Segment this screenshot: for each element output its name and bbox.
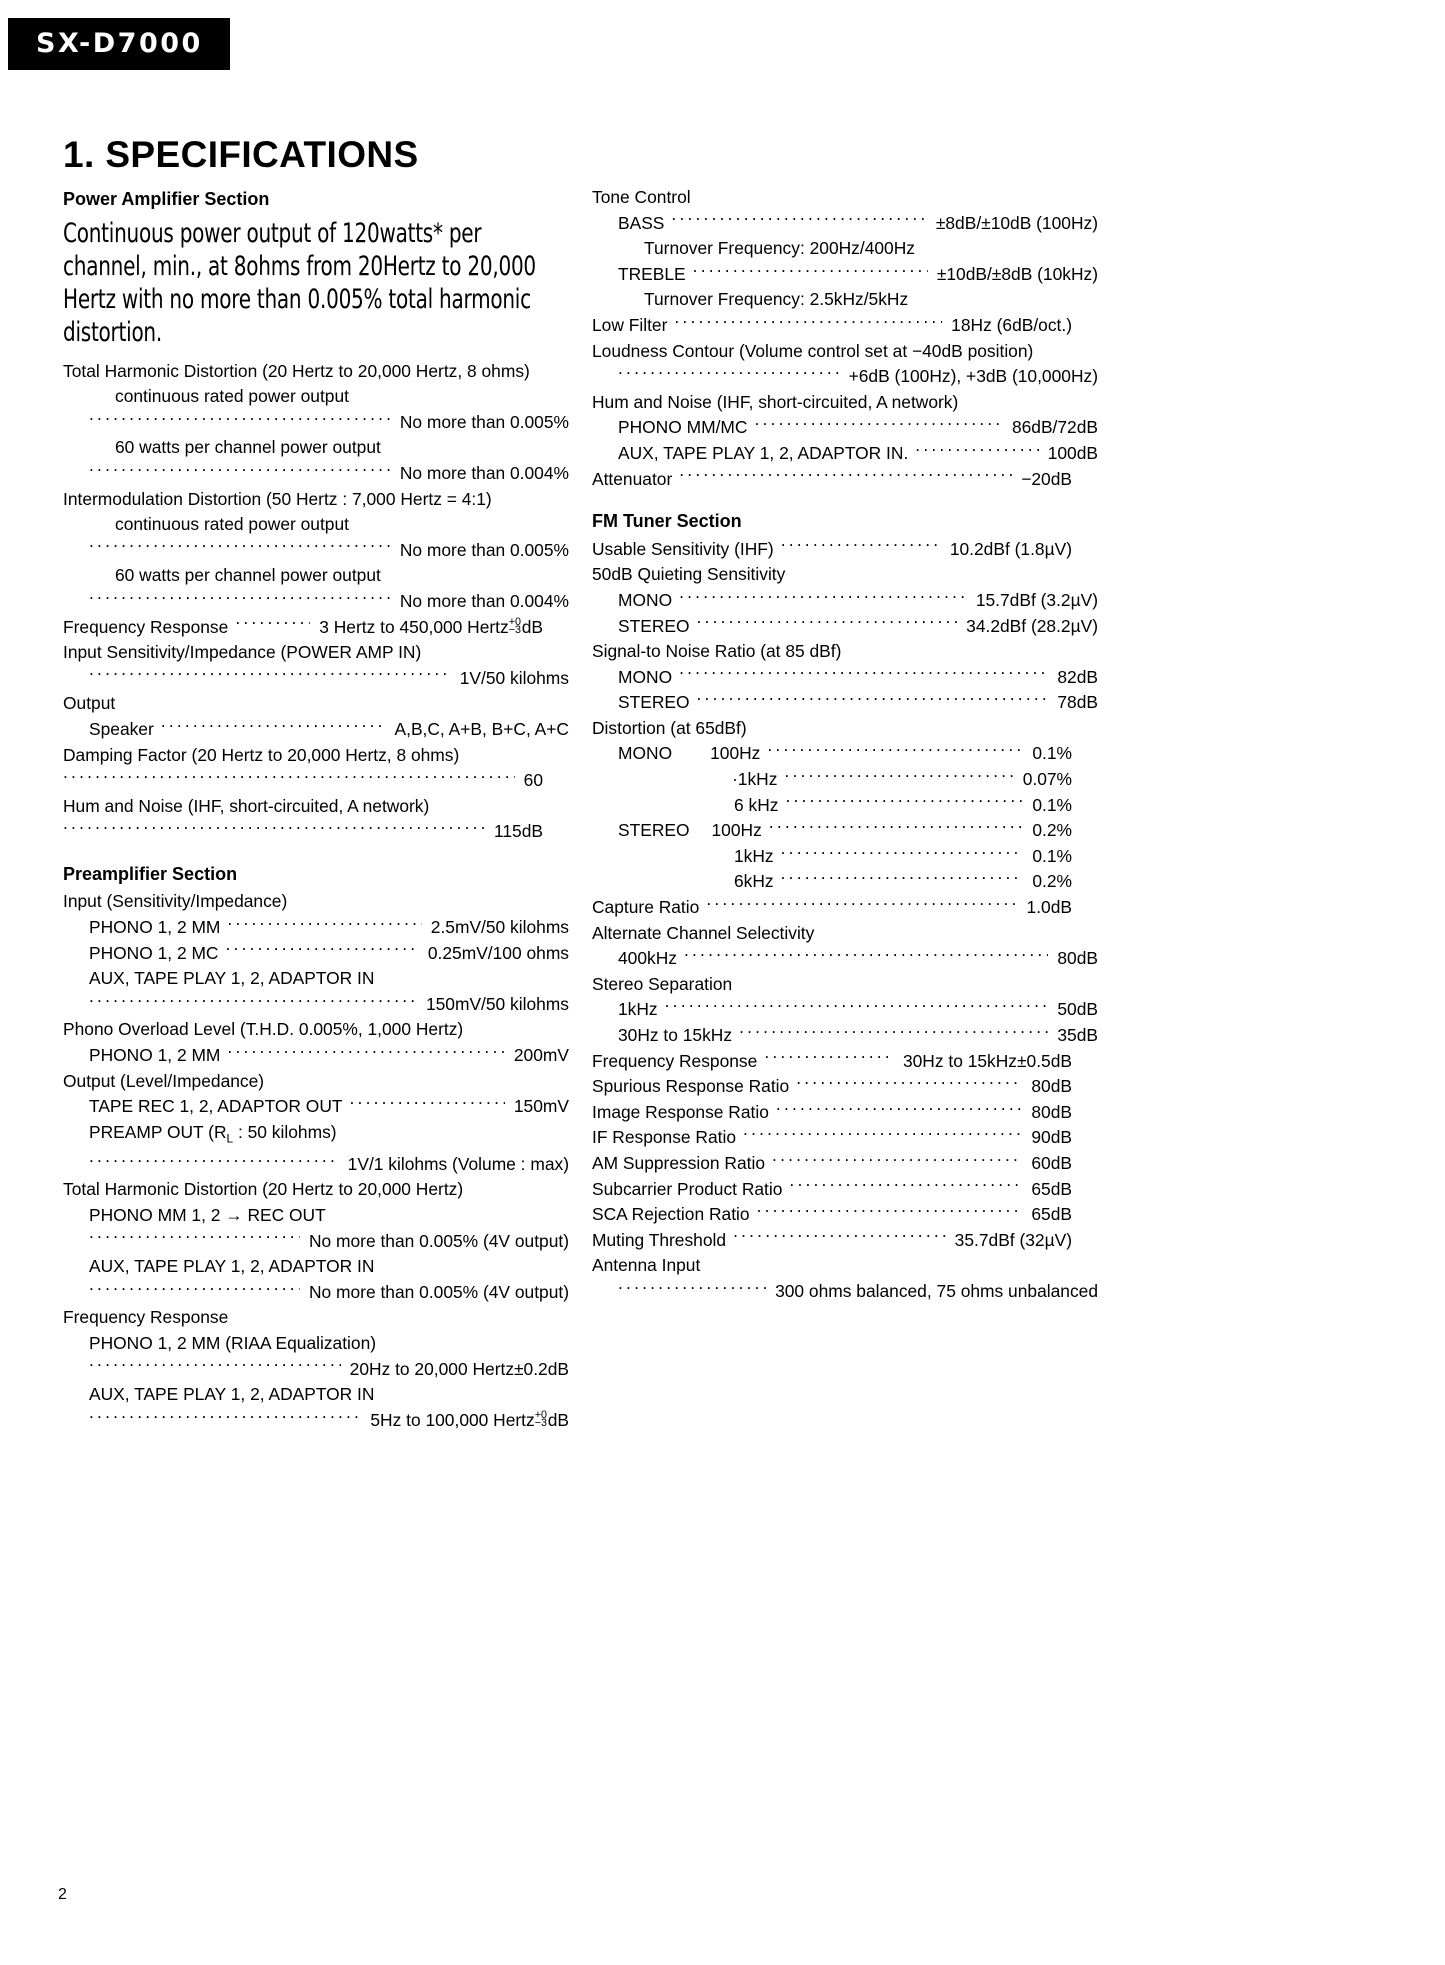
- hum-noise-row: [63, 819, 543, 845]
- aux-input-row: [63, 992, 569, 1018]
- tolerance-upper: +0: [534, 1408, 547, 1421]
- leader-dots: [739, 1024, 1048, 1041]
- if-response-row: [592, 1125, 1072, 1151]
- leader-dots: [89, 992, 417, 1009]
- loudness-contour-heading: Loudness Contour (Volume control set at −40dB position): [592, 340, 1034, 361]
- input-sensitivity-value: 1V/50 kilohms: [459, 667, 569, 688]
- preamp-fr-phono-value: 20Hz to 20,000 Hertz±0.2dB: [349, 1358, 569, 1379]
- distortion-value: 0.2%: [1032, 820, 1072, 841]
- thd-heading: Total Harmonic Distortion (20 Hertz to 20,000 Hertz, 8 ohms): [63, 360, 530, 381]
- separation-1khz-value: 50dB: [1057, 999, 1098, 1020]
- leader-dots: [693, 262, 928, 279]
- distortion-frequency: ·1kHz: [732, 769, 778, 790]
- damping-factor-heading: Damping Factor (20 Hertz to 20,000 Hertz, 8 ohms): [63, 744, 460, 765]
- load-resistance-subscript: L: [226, 1131, 234, 1146]
- damping-factor-value: 60: [523, 770, 543, 791]
- distortion-stereo-row-0: [592, 818, 1072, 844]
- leader-dots: [706, 896, 1017, 913]
- distortion-mono-row-2: [592, 793, 1072, 819]
- antenna-input-row: [592, 1279, 1098, 1305]
- distortion-frequency: 1kHz: [734, 845, 774, 866]
- if-response-label: IF Response Ratio: [592, 1127, 737, 1148]
- distortion-value: 0.1%: [1032, 845, 1072, 866]
- capture-ratio-row: [592, 895, 1072, 921]
- hum-aux-label: AUX, TAPE PLAY 1, 2, ADAPTOR IN.: [618, 442, 909, 463]
- leader-dots: [63, 820, 485, 837]
- quieting-stereo-row: [592, 614, 1098, 640]
- distortion-value: 0.1%: [1032, 794, 1072, 815]
- fm-frequency-response-value: 30Hz to 15kHz±0.5dB: [902, 1050, 1072, 1071]
- hum-phono-row: [592, 415, 1098, 441]
- leader-dots: [227, 916, 421, 933]
- input-sensitivity-heading: Input Sensitivity/Impedance (POWER AMP IN): [63, 642, 422, 663]
- leader-dots: [674, 314, 942, 331]
- distortion-value: 0.1%: [1032, 743, 1072, 764]
- tone-control-heading: Tone Control: [592, 187, 691, 207]
- attenuator-label: Attenuator: [592, 468, 673, 489]
- hum-aux-row: [592, 441, 1098, 467]
- tolerance-upper: +0: [508, 615, 521, 628]
- thd-rated-row: [63, 410, 569, 436]
- output-level-heading: Output (Level/Impedance): [63, 1070, 265, 1091]
- snr-stereo-label: STEREO: [618, 692, 690, 713]
- preamp-thd-heading: Total Harmonic Distortion (20 Hertz to 20,000 Hertz): [63, 1179, 464, 1200]
- distortion-frequency: 100Hz: [710, 743, 761, 764]
- subcarrier-product-label: Subcarrier Product Ratio: [592, 1178, 783, 1199]
- if-response-value: 90dB: [1031, 1127, 1072, 1148]
- alternate-selectivity-row: [592, 946, 1098, 972]
- leader-dots: [785, 793, 1023, 810]
- antenna-input-value: 300 ohms balanced, 75 ohms unbalanced: [775, 1280, 1098, 1301]
- leader-dots: [63, 769, 515, 786]
- preamp-out-label: PREAMP OUT ($R_L$ : 50 kilohms): [89, 1121, 337, 1146]
- imd-rated-label: continuous rated power output: [115, 514, 349, 535]
- aux-input-value: 150mV/50 kilohms: [425, 993, 569, 1014]
- leader-dots: [767, 742, 1023, 759]
- distortion-mono-label: MONO: [618, 743, 673, 764]
- leader-dots: [697, 614, 958, 631]
- usable-sensitivity-label: Usable Sensitivity (IHF): [592, 538, 774, 559]
- attenuator-value: −20dB: [1021, 468, 1072, 489]
- separation-range-value: 35dB: [1057, 1025, 1098, 1045]
- leader-dots: [789, 1177, 1022, 1194]
- loudness-contour-value: +6dB (100Hz), +3dB (10,000Hz): [848, 366, 1098, 387]
- leader-dots: [781, 870, 1024, 887]
- alternate-selectivity-heading: Alternate Channel Selectivity: [592, 922, 815, 943]
- hum-phono-value: 86dB/72dB: [1011, 417, 1098, 438]
- muting-threshold-row: [592, 1228, 1072, 1254]
- model-name: SX-D7000: [36, 28, 203, 59]
- leader-dots: [89, 1357, 341, 1374]
- phono-mm-label: PHONO 1, 2 MM: [89, 917, 221, 938]
- imd-rated-row: [63, 538, 569, 564]
- leader-dots: [665, 998, 1049, 1015]
- leader-dots: [697, 691, 1049, 708]
- preamp-freq-resp-heading: Frequency Response: [63, 1307, 229, 1328]
- antenna-input-heading: Antenna Input: [592, 1255, 701, 1276]
- attenuator-row: [592, 467, 1072, 493]
- separation-1khz-label: 1kHz: [618, 999, 658, 1020]
- leader-dots: [679, 665, 1048, 682]
- preamp-out-row: [63, 1152, 569, 1178]
- fm-frequency-response-row: [592, 1049, 1072, 1075]
- capture-ratio-label: Capture Ratio: [592, 897, 700, 918]
- leader-dots: [89, 590, 391, 607]
- leader-dots: [89, 538, 391, 555]
- leader-dots: [764, 1049, 894, 1066]
- frequency-response-value: 3 Hertz to 450,000 Hertz: [319, 616, 509, 637]
- leader-dots: [915, 442, 1038, 459]
- leader-dots: [89, 410, 391, 427]
- damping-factor-row: [63, 768, 543, 794]
- leader-dots: [89, 1408, 361, 1425]
- leader-dots: [757, 1203, 1023, 1220]
- phono-mc-value: 0.25mV/100 ohms: [427, 942, 569, 963]
- speaker-row: [63, 717, 569, 743]
- input-heading: Input (Sensitivity/Impedance): [63, 891, 288, 912]
- leader-dots: [733, 1228, 946, 1245]
- speaker-value: A,B,C, A+B, B+C, A+C: [394, 718, 569, 739]
- quieting-stereo-value: 34.2dBf (28.2µV): [966, 615, 1098, 636]
- treble-label: TREBLE: [618, 263, 686, 284]
- bass-value: ±8dB/±10dB (100Hz): [935, 212, 1098, 233]
- phono-overload-heading: Phono Overload Level (T.H.D. 0.005%, 1,000 Hertz): [63, 1019, 464, 1040]
- preamp-thd-phono-value: No more than 0.005% (4V output): [308, 1230, 569, 1251]
- preamp-thd-phono-row: [63, 1229, 569, 1255]
- alternate-selectivity-label: 400kHz: [618, 948, 677, 969]
- preamp-fr-aux-label: AUX, TAPE PLAY 1, 2, ADAPTOR IN: [89, 1384, 375, 1405]
- am-suppression-value: 60dB: [1031, 1152, 1072, 1173]
- hum-noise-value: 115dB: [494, 821, 543, 842]
- alternate-selectivity-value: 80dB: [1057, 948, 1098, 969]
- distortion-heading: Distortion (at 65dBf): [592, 717, 747, 738]
- subcarrier-product-value: 65dB: [1031, 1178, 1072, 1199]
- leader-dots: [89, 1152, 339, 1169]
- hum-noise-heading: Hum and Noise (IHF, short-circuited, A network): [592, 391, 959, 412]
- input-sensitivity-row: [63, 666, 569, 692]
- model-badge: [8, 18, 230, 70]
- image-response-label: Image Response Ratio: [592, 1101, 769, 1122]
- aux-input-label: AUX, TAPE PLAY 1, 2, ADAPTOR IN: [89, 968, 375, 989]
- leader-dots: [226, 941, 419, 958]
- quieting-mono-value: 15.7dBf (3.2µV): [975, 589, 1098, 610]
- thd-rated-label: continuous rated power output: [115, 386, 349, 407]
- snr-stereo-value: 78dB: [1057, 692, 1098, 713]
- leader-dots: [796, 1075, 1022, 1092]
- fm-tuner-section-heading: FM Tuner Section: [592, 511, 742, 532]
- subcarrier-product-row: [592, 1177, 1072, 1203]
- image-response-row: [592, 1100, 1072, 1126]
- separation-1khz-row: [592, 997, 1098, 1023]
- image-response-value: 80dB: [1031, 1101, 1072, 1122]
- quieting-mono-label: MONO: [618, 589, 673, 610]
- imd-rated-value: No more than 0.005%: [399, 539, 569, 560]
- distortion-mono-row-0: [592, 741, 1072, 767]
- leader-dots: [618, 365, 840, 382]
- capture-ratio-value: 1.0dB: [1026, 897, 1072, 918]
- spurious-response-row: [592, 1074, 1072, 1100]
- separation-range-label: 30Hz to 15kHz: [618, 1025, 733, 1045]
- leader-dots: [227, 1044, 504, 1061]
- distortion-value: 0.07%: [1022, 769, 1072, 790]
- preamplifier-section-heading: Preamplifier Section: [63, 863, 238, 884]
- distortion-value: 0.2%: [1032, 871, 1072, 892]
- leader-dots: [684, 947, 1048, 964]
- quieting-stereo-label: STEREO: [618, 615, 690, 636]
- leader-dots: [89, 1280, 300, 1297]
- spurious-response-label: Spurious Response Ratio: [592, 1076, 790, 1097]
- speaker-label: Speaker: [89, 718, 154, 739]
- leader-dots: [784, 768, 1013, 785]
- bass-row: [592, 211, 1098, 237]
- phono-mc-row: [63, 941, 569, 967]
- tape-rec-row: [63, 1094, 569, 1120]
- imd-heading: Intermodulation Distortion (50 Hertz : 7,000 Hertz = 4:1): [63, 488, 492, 509]
- output-heading: Output: [63, 693, 116, 714]
- frequency-response-row: [63, 615, 543, 641]
- preamp-fr-phono-label: PHONO 1, 2 MM (RIAA Equalization): [89, 1333, 377, 1354]
- hum-phono-label: PHONO MM/MC: [618, 417, 748, 438]
- leader-dots: [89, 1229, 300, 1246]
- tolerance-unit: dB: [521, 616, 543, 637]
- thd-60w-label: 60 watts per channel power output: [115, 437, 381, 458]
- leader-dots: [350, 1095, 505, 1112]
- tolerance-fraction: [508, 615, 521, 637]
- usable-sensitivity-value: 10.2dBf (1.8µV): [949, 538, 1072, 559]
- preamp-thd-phono-label: PHONO MM 1, 2 → REC OUT: [89, 1205, 326, 1226]
- preamp-fr-aux-row: [63, 1408, 569, 1434]
- tolerance-lower: −3: [508, 624, 521, 637]
- leader-dots: [89, 666, 451, 683]
- distortion-stereo-label: STEREO: [618, 820, 690, 841]
- distortion-frequency: 6 kHz: [734, 794, 779, 815]
- snr-mono-row: [592, 665, 1098, 691]
- muting-threshold-value: 35.7dBf (32µV): [954, 1229, 1072, 1250]
- phono-overload-row: [63, 1043, 569, 1069]
- phono-overload-label: PHONO 1, 2 MM: [89, 1045, 221, 1066]
- sca-rejection-label: SCA Rejection Ratio: [592, 1204, 750, 1225]
- snr-mono-label: MONO: [618, 666, 673, 687]
- loudness-contour-row: [592, 364, 1098, 390]
- leader-dots: [769, 819, 1024, 836]
- distortion-stereo-row-2: [592, 869, 1072, 895]
- thd-60w-value: No more than 0.004%: [399, 462, 569, 483]
- right-column: [592, 185, 1098, 1305]
- tolerance-lower: −3: [534, 1417, 547, 1430]
- leader-dots: [781, 844, 1024, 861]
- preamp-fr-phono-row: [63, 1357, 569, 1383]
- tolerance-fraction: [534, 1408, 547, 1430]
- leader-dots: [235, 615, 310, 632]
- bass-label: BASS: [618, 212, 665, 233]
- distortion-stereo-row-1: [592, 844, 1072, 870]
- preamp-out-value: 1V/1 kilohms (Volume : max): [347, 1153, 569, 1174]
- imd-60w-row: [63, 589, 569, 615]
- spurious-response-value: 80dB: [1031, 1076, 1072, 1097]
- leader-dots: [679, 467, 1012, 484]
- stereo-separation-heading: Stereo Separation: [592, 973, 733, 994]
- snr-mono-value: 82dB: [1057, 666, 1098, 687]
- thd-60w-row: [63, 461, 569, 487]
- am-suppression-label: AM Suppression Ratio: [592, 1152, 766, 1173]
- leader-dots: [754, 416, 1002, 433]
- low-filter-row: [592, 313, 1072, 339]
- treble-row: [592, 262, 1098, 288]
- am-suppression-row: [592, 1151, 1072, 1177]
- snr-stereo-row: [592, 690, 1098, 716]
- muting-threshold-label: Muting Threshold: [592, 1229, 727, 1250]
- preamp-thd-aux-value: No more than 0.005% (4V output): [308, 1281, 569, 1302]
- quieting-mono-row: [592, 588, 1098, 614]
- power-output-lead-paragraph: Continuous power output of 120watts* per channel, min., at 8ohms from 20Hertz to 20,000 Hertz with no more than 0.005% total harmonic distortion.: [63, 217, 536, 348]
- phono-overload-value: 200mV: [513, 1045, 569, 1066]
- frequency-response-label: Frequency Response: [63, 616, 229, 637]
- leader-dots: [781, 537, 941, 554]
- leader-dots: [89, 462, 391, 479]
- preamp-thd-aux-row: [63, 1280, 569, 1306]
- snr-heading: Signal-to Noise Ratio (at 85 dBf): [592, 641, 842, 662]
- tape-rec-value: 150mV: [513, 1096, 569, 1117]
- distortion-mono-row-1: [592, 767, 1072, 793]
- distortion-frequency: 6kHz: [734, 871, 774, 892]
- page-number: 2: [58, 1886, 67, 1903]
- phono-mc-label: PHONO 1, 2 MC: [89, 942, 219, 963]
- usable-sensitivity-row: [592, 537, 1072, 563]
- hum-noise-heading: Hum and Noise (IHF, short-circuited, A network): [63, 795, 430, 816]
- fm-frequency-response-label: Frequency Response: [592, 1050, 758, 1071]
- tolerance-unit: dB: [547, 1409, 569, 1430]
- imd-60w-value: No more than 0.004%: [399, 590, 569, 611]
- leader-dots: [618, 1280, 766, 1297]
- preamp-fr-aux-value: 5Hz to 100,000 Hertz: [370, 1409, 535, 1430]
- leader-dots: [679, 589, 967, 606]
- treble-turnover: Turnover Frequency: 2.5kHz/5kHz: [644, 289, 909, 310]
- distortion-frequency: 100Hz: [711, 820, 762, 841]
- tape-rec-label: TAPE REC 1, 2, ADAPTOR OUT: [89, 1096, 343, 1117]
- leader-dots: [161, 718, 386, 735]
- phono-mm-row: [63, 915, 569, 941]
- leader-dots: [772, 1152, 1022, 1169]
- separation-range-row: [592, 1023, 1098, 1049]
- low-filter-value: 18Hz (6dB/oct.): [951, 314, 1072, 335]
- left-column: [63, 185, 569, 1433]
- sca-rejection-row: [592, 1202, 1072, 1228]
- power-amplifier-section-heading: Power Amplifier Section: [63, 189, 270, 209]
- imd-60w-label: 60 watts per channel power output: [115, 565, 381, 586]
- leader-dots: [671, 211, 926, 228]
- page-title: 1. SPECIFICATIONS: [63, 134, 419, 175]
- hum-aux-value: 100dB: [1047, 442, 1098, 463]
- phono-mm-value: 2.5mV/50 kilohms: [430, 917, 569, 938]
- leader-dots: [776, 1100, 1022, 1117]
- thd-rated-value: No more than 0.005%: [399, 411, 569, 432]
- preamp-thd-aux-label: AUX, TAPE PLAY 1, 2, ADAPTOR IN: [89, 1256, 375, 1277]
- sca-rejection-value: 65dB: [1031, 1204, 1072, 1225]
- quieting-sensitivity-heading: 50dB Quieting Sensitivity: [592, 564, 786, 585]
- leader-dots: [743, 1126, 1022, 1143]
- treble-value: ±10dB/±8dB (10kHz): [936, 263, 1098, 284]
- bass-turnover: Turnover Frequency: 200Hz/400Hz: [644, 238, 915, 259]
- low-filter-label: Low Filter: [592, 314, 668, 335]
